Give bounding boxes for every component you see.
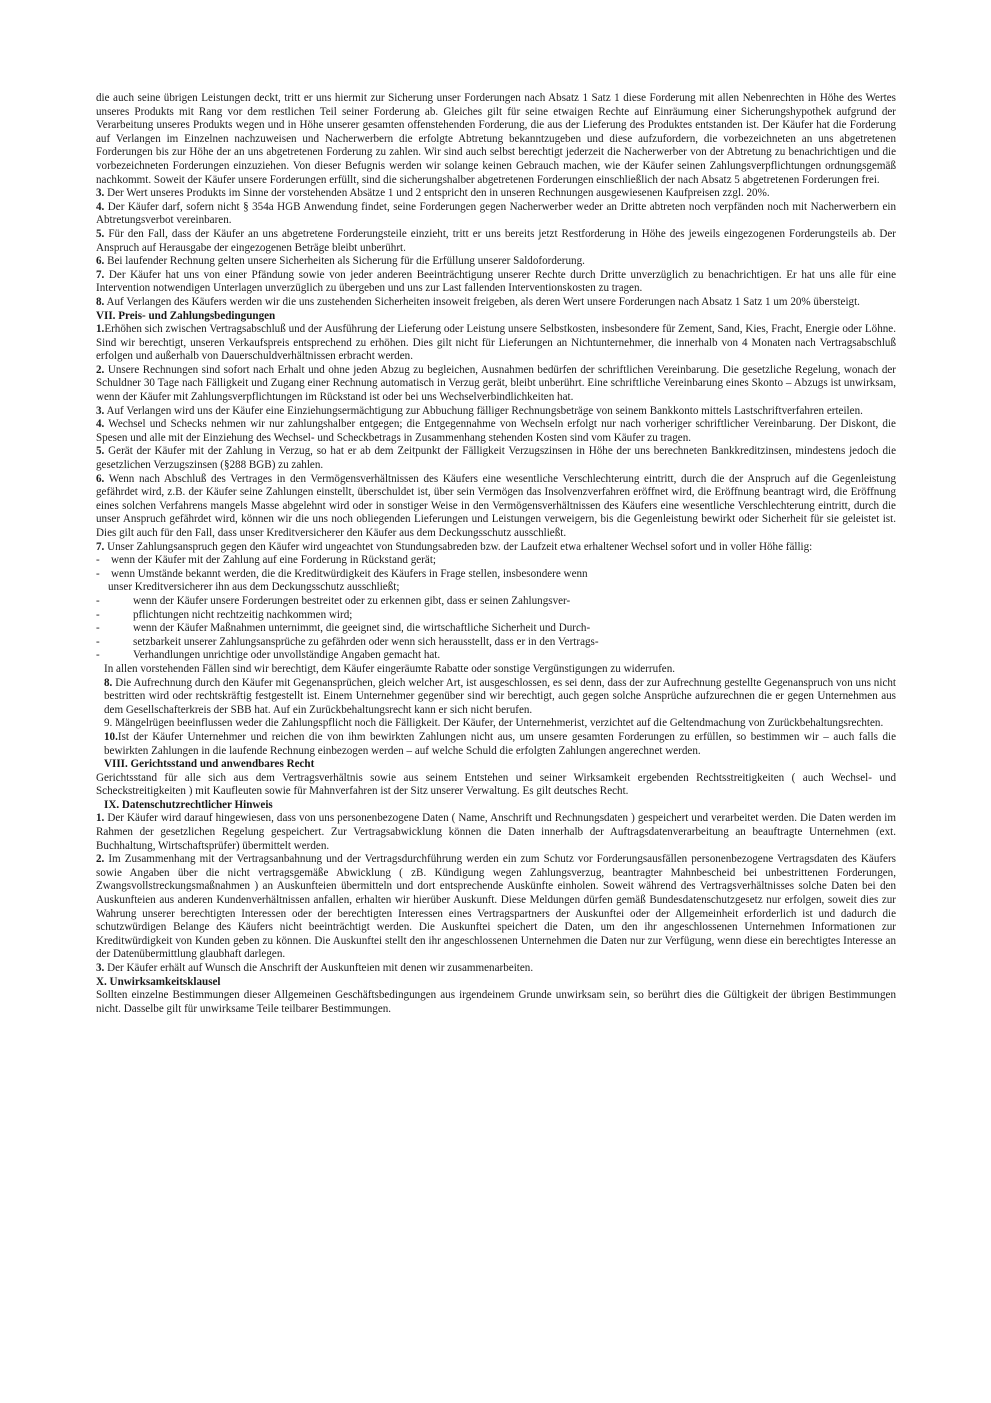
section-heading: VIII. Gerichtsstand und anwendbares Recht: [104, 758, 315, 771]
clause-text: Unsere Rechnungen sind sofort nach Erhalt und ohne jeden Abzug zu begleichen, Ausnahmen bedürfen der schriftlichen Vereinbarung. Die gesetzliche Regelung, wonach der Schuldner 30 Tage nach Fälligkeit und Zugang einer Rechnung automatisch in Verzug gerät, bleibt unberührt. Eine schriftliche Vereinbarung eines Skonto – Abzugs ist unwirksam, wenn der Käufer mit Zahlungsverpflichtungen im Rückstand ist oder bei uns Wechselverbindlichkeiten hat.: [96, 363, 896, 404]
paragraph: In allen vorstehenden Fällen sind wir berechtigt, dem Käufer eingeräumte Rabatte oder sonstige Vergünstigungen zu widerrufen.: [104, 662, 676, 675]
list-item-text: wenn der Käufer mit der Zahlung auf eine Forderung in Rückstand gerät;: [111, 554, 437, 567]
clause-number: 5.: [96, 445, 105, 458]
paragraph: Gerichtsstand für alle sich aus dem Vertragsverhältnis sowie aus seinem Entstehen und seiner Wirksamkeit ergebenden Rechtsstreitigkeiten ( auch Wechsel- und Scheckstreitigkeiten ) mit Kaufleuten sowie für Mahnverfahren ist der Sitz unserer Verwaltung. Es gilt deutsches Recht.: [96, 771, 896, 798]
clause-text: Wechsel und Schecks nehmen wir nur zahlungshalber entgegen; die Entgegennahme von Wechseln erfolgt nur nach vorheriger schriftlicher Vereinbarung. Der Diskont, die Spesen und alle mit der Einziehung des Wechsel- und Scheckbetrags in Zusammenhang stehenden Kosten sind vom Käufer zu tragen.: [96, 418, 896, 444]
numbered-clause: [96, 364, 896, 405]
clause-number: 7.: [96, 268, 105, 281]
clause-text: Der Käufer hat uns von einer Pfändung sowie von jeder anderen Beeinträchtigung unserer Rechte durch Dritte unverzüglich zu benachrichtigen. Er hat uns alle für eine Intervention notwendigen Unterlagen unverzüglich zu übergeben und uns zur Last fallenden Interventionskosten zu tragen.: [96, 268, 896, 295]
clause-number: 1.: [96, 323, 105, 336]
clause-text: Der Käufer wird darauf hingewiesen, dass von uns personenbezogene Daten ( Name, Anschrift und Rechnungsdaten ) gespeichert und verarbeitet werden. Die Daten werden im Rahmen der gesetzlichen Regelung gespeichert. Zur Vertragsabwicklung können die Daten innerhalb der Auftragsdatenverarbeitung an beauftragte Unternehmen (ext. Buchhaltung, Wirtschaftsprüfer) übermittelt werden.: [96, 812, 896, 852]
section-heading: VII. Preis- und Zahlungsbedingungen: [96, 309, 276, 322]
numbered-clause: [96, 445, 896, 472]
list-item-text: wenn Umstände bekannt werden, die die Kreditwürdigkeit des Käufers in Frage stellen, insbesondere wenn: [111, 567, 588, 580]
numbered-clause: [96, 962, 896, 976]
clause-text: Auf Verlangen wird uns der Käufer eine Einziehungsermächtigung zur Abbuchung fälliger Rechnungsbeträge von seinem Bankkonto mittels Lastschriftverfahren erteilen.: [104, 404, 863, 417]
clause-text: Der Käufer darf, sofern nicht § 354a HGB Anwendung findet, seine Forderungen gegen Nacherwerber weder an Dritte abtreten noch verpfänden noch mit Nacherwerbern ein Abtretungsverbot vereinbaren.: [96, 200, 896, 227]
clause-text: Auf Verlangen des Käufers werden wir die uns zustehenden Sicherheiten insoweit freigeben, als deren Wert unsere Forderungen nach Absatz 1 Satz 1 um 20% übersteigt.: [104, 295, 860, 308]
bullet-dash: -: [96, 567, 100, 580]
list-item-text: wenn der Käufer Maßnahmen unternimmt, die geeignet sind, die wirtschaftliche Sicherheit und Durch-: [133, 622, 591, 635]
bullet-dash: -: [96, 554, 100, 567]
clause-number: 3.: [96, 962, 105, 974]
bullet-dash: -: [96, 649, 100, 662]
list-item-text: wenn der Käufer unsere Forderungen bestreitet oder zu erkennen gibt, dass er seinen Zahlungsver-: [133, 594, 571, 607]
numbered-clause: [96, 853, 896, 962]
list-item: [96, 595, 896, 609]
clause-text: Die Aufrechnung durch den Käufer mit Gegenansprüchen, gleich welcher Art, ist ausgeschlossen, es sei denn, dass der zur Aufrechnung gestellte Gegenanspruch von uns nicht bestritten wird oder rechtskräftig festgestellt ist. Einem Unternehmer gegenüber sind wir berechtigt, auch gegen solche Ansprüche aufzurechnen die er gegen Unternehmen aus dem Gesellschafterkreis der SBB hat. Auf ein Zurückbehaltungsrecht kann er sich nicht berufen.: [104, 676, 896, 716]
section-heading: X. Unwirksamkeitsklausel: [96, 975, 221, 988]
paragraph: die auch seine übrigen Leistungen deckt, tritt er uns hiermit zur Sicherung unser Forderungen nach Absatz 1 Satz 1 diese Forderung mit allen Nebenrechten in Höhe des Wertes unseres Produkts mit Rang vor dem restlichen Teil seiner Forderung ab. Gleiches gilt für seine etwaigen Rechte auf Einräumung einer Sicherungshypothek aufgrund der Verarbeitung unseres Produkts wegen und in Höhe unserer gesamten offenstehenden Forderung, die aus der Lieferung des Produktes entstanden ist. Der Käufer hat die Forderung auf Verlangen im Einzelnen nachzuweisen und Nacherwerbern die erfolgte Abtretung bekanntzugeben und diese aufzufordern, die vorbezeichneten an uns abgetretenen Forderungen bis zur Höhe der an uns abgetretenen Forderung zu zahlen. Wir sind auch selbst berechtigt jederzeit die Nacherwerber von der Abtretung zu benachrichtigen und die vorbezeichneten Forderungen einzuziehen. Von dieser Befugnis werden wir solange keinen Gebrauch machen, wie der Käufer seinen Zahlungsverpflichtungen ordnungsgemäß nachkommt. Soweit der Käufer unsere Forderungen erfüllt, sind die sicherungshalber abgetretenen Forderungen einschließlich der nach Absatz 5 abgetretenen Forderungen frei.: [96, 92, 896, 186]
document-page: [96, 92, 896, 1016]
clause-number: 8.: [96, 295, 105, 308]
list-item: [96, 649, 896, 663]
clause-number: 3.: [96, 187, 105, 200]
list-item: [96, 622, 896, 636]
list-item-text: pflichtungen nicht rechtzeitig nachkommen wird;: [133, 608, 353, 621]
clause-number: 6.: [96, 255, 105, 268]
numbered-clause: [96, 473, 896, 541]
bullet-dash: -: [96, 635, 100, 648]
clause-text: Mängelrügen beeinflussen weder die Zahlungspflicht noch die Fälligkeit. Der Käufer, der Unternehmerist, verzichtet auf die Geltendmachung von Zurückbehaltungsrechten.: [112, 717, 884, 730]
list-item-text: setzbarkeit unserer Zahlungsansprüche zu gefährden oder wenn sich herausstellt, dass er in den Vertrags-: [133, 635, 599, 648]
paragraph: Sollten einzelne Bestimmungen dieser Allgemeinen Geschäftsbedingungen aus irgendeinem Grunde unwirksam sein, so berührt dies die Gültigkeit der übrigen Bestimmungen nicht. Dasselbe gilt für unwirksame Teile teilbarer Bestimmungen.: [96, 989, 896, 1015]
list-item: [96, 554, 896, 568]
numbered-clause: [96, 269, 896, 296]
numbered-clause: [96, 812, 896, 853]
numbered-clause: [96, 228, 896, 255]
clause-number: 7.: [96, 540, 105, 553]
clause-number: 1.: [96, 812, 105, 825]
list-item-text: Verhandlungen unrichtige oder unvollständige Angaben gemacht hat.: [133, 649, 441, 662]
clause-text: Der Wert unseres Produkts im Sinne der vorstehenden Absätze 1 und 2 entspricht den in unseren Rechnungen ausgewiesenen Kaufpreisen zzgl. 20%.: [104, 187, 770, 200]
numbered-clause: [96, 296, 896, 310]
clause-number: 5.: [96, 227, 105, 240]
numbered-clause: [96, 677, 896, 718]
clause-text: Im Zusammenhang mit der Vertragsanbahnung und der Vertragsdurchführung werden ein zum Schutz vor Forderungsausfällen personenbezogene Vertragsdaten des Käufers sowie Angaben über die nicht vertragsgemäße Abwicklung ( zB. Kündigung wegen Zahlungsverzug, beantragter Mahnbescheid bei unbestrittenen Forderungen, Zwangsvollstreckungsmaßnahmen ) an Auskunfteien übermitteln und dort entsprechende Auskünfte einholen. Soweit während des Vertragsverhältnisses solche Daten bei den Auskunfteien aus anderen Kundenverhältnissen anfallen, erhalten wir hierüber Auskunft. Diese Meldungen dürfen gemäß Bundesdatenschutzgesetz nur erfolgen, soweit dies zur Wahrung unserer berechtigten Interessen oder der berechtigten Interessen eines Vertragspartners der Auskunftei oder der Allgemeinheit erforderlich ist und dadurch die schutzwürdigen Belange des Käufers nicht beeinträchtigt werden. Die Auskunftei speichert die Daten, um den ihr angeschlossenen Unternehmen Informationen zur Kreditwürdigkeit von Kunden geben zu können. Die Auskunftei stellt den ihr angeschlossenen Unternehmen die Daten nur zur Verfügung, wenn diese ein berechtigtes Interesse an der Datenübermittlung glaubhaft darlegen.: [96, 853, 896, 961]
clause-text: Für den Fall, dass der Käufer an uns abgetretene Forderungsteile einzieht, tritt er uns bereits jetzt Restforderung in Höhe des jeweils eingezogenen Forderungsteils ab. Der Anspruch auf Herausgabe der eingezogenen Beträge bleibt unberührt.: [96, 227, 896, 254]
numbered-clause: [96, 717, 896, 731]
bullet-dash: -: [96, 622, 100, 635]
list-item: [96, 568, 896, 582]
numbered-clause: [96, 418, 896, 445]
clause-text: Der Käufer erhält auf Wunsch die Anschrift der Auskunfteien mit denen wir zusammenarbeiten.: [104, 962, 534, 974]
numbered-clause: [96, 187, 896, 201]
clause-text: Ist der Käufer Unternehmer und reichen die von ihm bewirkten Zahlungen nicht aus, um unsere gesamten Forderungen zu erfüllen, so bestimmen wir – auch falls die bewirkten Zahlungen in die laufende Rechnung einbezogen werden – auf welche Schuld die erfolgten Zahlungen angerechnet werden.: [104, 730, 896, 757]
clause-text: Wenn nach Abschluß des Vertrages in den Vermögensverhältnissen des Käufers eine wesentliche Verschlechterung eintritt, durch die der Anspruch auf die Gegenleistung gefährdet wird, z.B. der Käufer seine Zahlungen einstellt, überschuldet ist, über sein Vermögen das Insolvenzverfahren eröffnet wird, die Eröffnung beantragt wird, die Eröffnung eines solchen Verfahrens mangels Masse abgelehnt wird oder in sonstiger Weise in den Vermögensverhältnissen des Käufers eine wesentliche Verschlechterung eintritt, durch die unser Anspruch gefährdet wird, können wir die uns noch obliegenden Lieferungen und Leistungen verweigern, bis die Gegenleistung bewirkt oder Sicherheit für sie geleistet ist. Dies gilt auch für den Fall, dass unser Kreditversicherer den Käufer aus dem Deckungsschutz ausschließt.: [96, 472, 896, 539]
numbered-clause: [96, 323, 896, 364]
clause-number: 2.: [96, 853, 105, 866]
clause-text: Gerät der Käufer mit der Zahlung in Verzug, so hat er ab dem Zeitpunkt der Fälligkeit Verzugszinsen in Höhe der uns berechneten Bankkreditzinsen, mindestens jedoch die gesetzlichen Verzugszinsen (§288 BGB) zu zahlen.: [96, 445, 896, 472]
clause-text: Bei laufender Rechnung gelten unsere Sicherheiten als Sicherung für die Erfüllung unserer Saldoforderung.: [104, 255, 585, 268]
list-item-continuation: unser Kreditversicherer ihn aus dem Deckungsschutz ausschließt;: [108, 581, 400, 594]
clause-text: Unser Zahlungsanspruch gegen den Käufer wird ungeachtet von Stundungsabreden bzw. der Laufzeit etwa erhaltener Wechsel sofort und in voller Höhe fällig:: [104, 540, 813, 553]
clause-text: Erhöhen sich zwischen Vertragsabschluß und der Ausführung der Lieferung oder Leistung unsere Selbstkosten, insbesondere für Zement, Sand, Kies, Fracht, Energie oder Löhne. Sind wir berechtigt, unseren Verkaufspreis entsprechend zu erhöhen. Dies gilt nicht für Lieferungen an Nichtunternehmer, die innerhalb von 4 Monaten nach Vertragsabschluß erfolgen und außerhalb von Dauerschuldverhältnissen erbracht werden.: [96, 323, 896, 363]
numbered-clause: [96, 405, 896, 419]
clause-number: 2.: [96, 363, 105, 376]
bullet-dash: -: [96, 594, 100, 607]
list-item: [96, 636, 896, 650]
numbered-clause: [96, 731, 896, 758]
clause-number: 9.: [104, 717, 113, 730]
numbered-clause: [96, 541, 896, 555]
clause-number: 4.: [96, 418, 105, 431]
list-item: [96, 609, 896, 623]
numbered-clause: [96, 201, 896, 228]
clause-number: 10.: [104, 730, 118, 743]
bullet-dash: -: [96, 608, 100, 621]
numbered-clause: [96, 255, 896, 269]
clause-number: 4.: [96, 200, 105, 213]
clause-number: 8.: [104, 676, 113, 689]
clause-number: 3.: [96, 404, 105, 417]
section-heading: IX. Datenschutzrechtlicher Hinweis: [104, 798, 273, 811]
clause-number: 6.: [96, 472, 105, 485]
